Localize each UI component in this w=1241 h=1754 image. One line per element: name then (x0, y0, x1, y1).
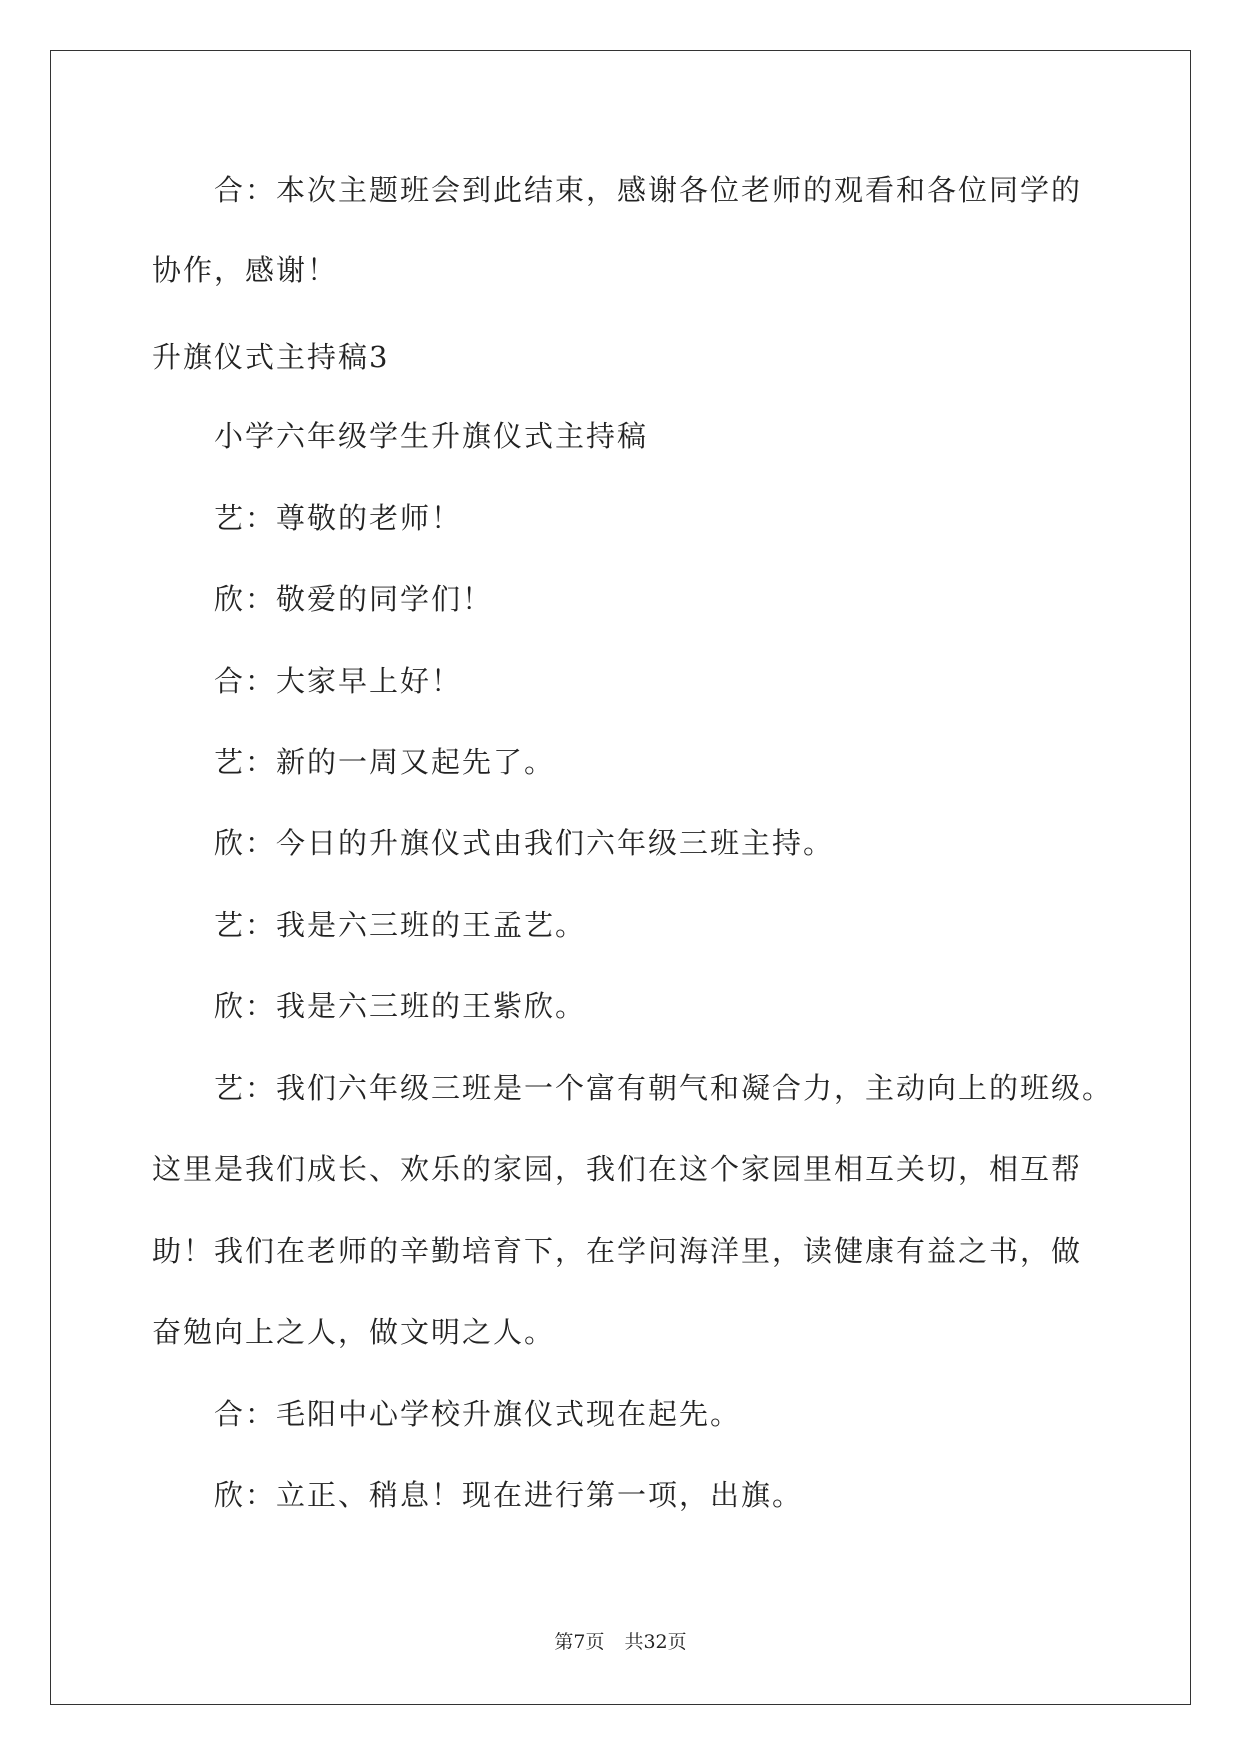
dialogue-line: 欣：敬爱的同学们！ (214, 582, 494, 616)
dialogue-line: 欣：立正、稍息！现在进行第一项，出旗。 (214, 1478, 804, 1512)
dialogue-line: 合：大家早上好！ (214, 664, 463, 698)
paragraph-line: 助！我们在老师的辛勤培育下，在学问海洋里，读健康有益之书，做 (152, 1234, 1083, 1268)
current-page: 第7页 (554, 1631, 605, 1653)
subtitle: 小学六年级学生升旗仪式主持稿 (214, 419, 649, 453)
dialogue-line: 艺：我们六年级三班是一个富有朝气和凝合力，主动向上的班级。 (214, 1071, 1114, 1105)
paragraph-line: 奋勉向上之人，做文明之人。 (152, 1315, 556, 1349)
dialogue-line: 艺：新的一周又起先了。 (214, 745, 556, 779)
dialogue-line: 欣：我是六三班的王紫欣。 (214, 989, 587, 1023)
page-footer (0, 1630, 1241, 1654)
dialogue-line: 合：毛阳中心学校升旗仪式现在起先。 (214, 1397, 742, 1431)
total-pages: 共32页 (624, 1631, 687, 1653)
paragraph-line: 合：本次主题班会到此结束，感谢各位老师的观看和各位同学的 (214, 173, 1083, 207)
dialogue-line: 艺：尊敬的老师！ (214, 501, 463, 535)
dialogue-line: 欣：今日的升旗仪式由我们六年级三班主持。 (214, 826, 835, 860)
paragraph-line: 这里是我们成长、欢乐的家园，我们在这个家园里相互关切，相互帮 (152, 1152, 1083, 1186)
paragraph-line: 协作，感谢！ (152, 253, 339, 287)
dialogue-line: 艺：我是六三班的王孟艺。 (214, 908, 587, 942)
section-heading: 升旗仪式主持稿3 (152, 340, 390, 374)
page-frame (50, 50, 1191, 1705)
